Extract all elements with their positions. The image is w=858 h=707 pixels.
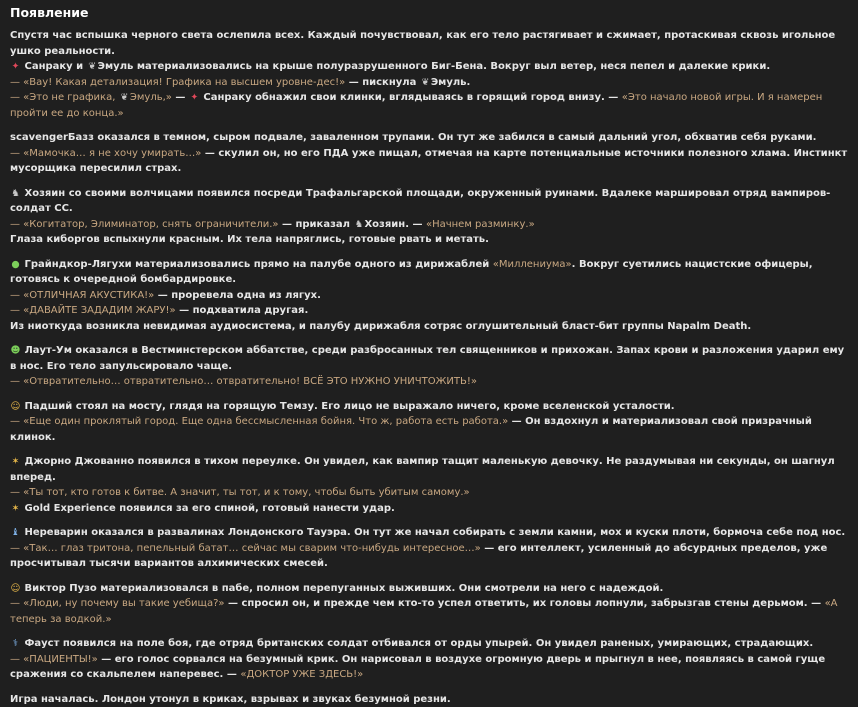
text-span: . Вокруг суетились нацистские офицеры, готовясь к очередной бомбардировке. xyxy=(10,259,813,286)
ninja-icon: ✦ xyxy=(189,90,200,106)
ninja-icon: ✦ xyxy=(10,59,21,75)
star-icon: ✶ xyxy=(10,454,21,470)
frog-icon: ● xyxy=(10,257,21,273)
text-span: — приказал xyxy=(279,219,350,230)
text-span: — спросил он, и прежде чем кто-то успел ответить, их головы лопнули, забрызгав стены дерьмом. — xyxy=(225,598,822,609)
text-line: scavengerБазз оказался в темном, сыром подвале, заваленном трупами. Он тут же забился в самый дальний угол, обхватив себя руками. xyxy=(10,130,848,146)
text-line xyxy=(10,343,848,374)
smile-face-icon: ☺ xyxy=(10,581,21,597)
text-span: — его голос сорвался на безумный крик. Он нарисовал в воздухе огромную дверь и прыгнул в нее, появляясь в самой гуще сражения со скальпелем наперевес. — xyxy=(10,654,825,681)
text-line xyxy=(10,374,848,390)
quote: — «Вау! Какая детализация! Графика на высшем уровне-дес!» xyxy=(10,77,345,88)
tired-face-icon: ☺ xyxy=(10,399,21,415)
text-span: — Он вздохнул и материализовал свой призрачный клинок. xyxy=(10,416,812,443)
text-span: Фауст появился на поле боя, где отряд британских солдат отбивался от орды упырей. Он увидел раненых, умирающих, страдающих. xyxy=(24,638,813,649)
text-line xyxy=(10,414,848,445)
text-line xyxy=(10,146,848,177)
text-line xyxy=(10,454,848,485)
text-span: — xyxy=(172,92,185,103)
text-span: Джорно Джованно появился в тихом переулке. Он увидел, как вампир тащит маленькую девочку. Не раздумывая ни секунды, он шагнул вперед. xyxy=(10,456,835,483)
text-line xyxy=(10,257,848,288)
text-span: — пискнула xyxy=(345,77,416,88)
quote: «ДОКТОР УЖЕ ЗДЕСЬ!» xyxy=(240,669,363,680)
quote: — «Отвратительно… отвратительно… отвратительно! ВСЁ ЭТО НУЖНО УНИЧТОЖИТЬ!» xyxy=(10,376,477,387)
text-span: Виктор Пузо материализовался в пабе, полном перепуганных выживших. Они смотрели на него с надеждой. xyxy=(24,583,663,594)
quote: — «Когитатор, Элиминатор, снять ограничители.» xyxy=(10,219,279,230)
paragraph-pouzo xyxy=(10,581,848,628)
text-line xyxy=(10,541,848,572)
paragraph-nerevarine xyxy=(10,525,848,572)
paragraph-fallen xyxy=(10,399,848,446)
text-span: — проревела одна из лягух. xyxy=(154,290,321,301)
paragraph-ending xyxy=(10,692,848,707)
text-line xyxy=(10,59,848,75)
text-line: Спустя час вспышка черного света ослепила всех. Каждый почувствовал, как его тело растягивает и сжимает, протаскивая сквозь игольное ушко реальности. xyxy=(10,28,848,59)
text-span: Санраку обнажил свои клинки, вглядываясь в горящий город внизу. — xyxy=(203,92,618,103)
paragraph-giorno xyxy=(10,454,848,516)
text-span: Хозяин со своими волчицами появился посреди Трафальгарской площади, окруженный руинами. Вдалеке маршировал отряд вампиров-солдат СС. xyxy=(10,188,830,215)
text-line xyxy=(10,652,848,683)
text-line xyxy=(10,581,848,597)
quote: — «Люди, ну почему вы такие уебища?» xyxy=(10,598,225,609)
text-line xyxy=(10,217,848,233)
page-title: Появление xyxy=(10,5,848,21)
text-line: Глаза киборгов вспыхнули красным. Их тела напряглись, готовые рвать и метать. xyxy=(10,232,848,248)
nauseated-face-icon: ☻ xyxy=(10,343,21,359)
text-span: Gold Experience появился за его спиной, готовый нанести удар. xyxy=(24,503,394,514)
quote: «Начнем разминку.» xyxy=(426,219,535,230)
quote: — «ПАЦИЕНТЫ!» xyxy=(10,654,98,665)
quote: «Миллениума» xyxy=(493,259,572,270)
text-line xyxy=(10,501,848,517)
quote: — «ДАВАЙТЕ ЗАДАДИМ ЖАРУ!» xyxy=(10,305,176,316)
paragraph-faust xyxy=(10,636,848,683)
text-line xyxy=(10,303,848,319)
quote: — «Это не графика, xyxy=(10,92,115,103)
text-line xyxy=(10,288,848,304)
text-span: Грайндкор-Лягухи материализовались прямо на палубе одного из дирижаблей xyxy=(24,259,489,270)
text-span: Хозяин. — xyxy=(364,219,422,230)
quote: — «Ты тот, кто готов к битве. А значит, ты тот, и к тому, чтобы быть убитым самому.» xyxy=(10,487,470,498)
star-icon: ✶ xyxy=(10,501,21,517)
text-span: Санраку и xyxy=(24,61,83,72)
text-span: Лаут-Ум оказался в Вестминстерском аббатстве, среди разбросанных тел священников и прихожан. Запах крови и разложения ударил ему в нос. Его тело запульсировало чаще. xyxy=(10,345,844,372)
text-line xyxy=(10,399,848,415)
text-line xyxy=(10,596,848,627)
text-span: — скулил он, но его ПДА уже пищал, отмечая на карте потенциальные источники полезного хлама. Инстинкт мусорщика пересилил страх. xyxy=(10,148,847,175)
quote: «Это начало новой игры. И я намерен пройти ее до конца.» xyxy=(10,92,822,119)
quote: — «Так… глаз тритона, пепельный батат… сейчас мы сварим что-нибудь интересное…» xyxy=(10,543,481,554)
text-span: — подхватила другая. xyxy=(176,305,309,316)
rabbit-icon: ❦ xyxy=(119,90,130,106)
text-line xyxy=(10,186,848,217)
doctor-icon: ⚕ xyxy=(10,636,21,652)
text-line: Из ниоткуда возникла невидимая аудиосистема, и палубу дирижабля сотряс оглушительный бласт-бит группы Napalm Death. xyxy=(10,319,848,335)
paragraph-sanraku xyxy=(10,28,848,121)
quote: — «ОТЛИЧНАЯ АКУСТИКА!» xyxy=(10,290,154,301)
text-line xyxy=(10,75,848,91)
text-line: Игра началась. Лондон утонул в криках, взрывах и звуках безумной резни. xyxy=(10,692,848,707)
text-span: Падший стоял на мосту, глядя на горящую Темзу. Его лицо не выражало ничего, кроме вселенской усталости. xyxy=(24,401,674,412)
paragraph-frogs xyxy=(10,257,848,335)
text-span: Нереварин оказался в развалинах Лондонского Тауэра. Он тут же начал собирать с земли камни, мох и куски плоти, бормоча себе под нос. xyxy=(24,527,845,538)
paragraph-laut xyxy=(10,343,848,390)
text-span: — его интеллект, усиленный до абсурдных пределов, уже просчитывал тысячи вариантов алхимических смесей. xyxy=(10,543,827,570)
rabbit-icon: ❦ xyxy=(87,59,98,75)
quote: — «Мамочка… я не хочу умирать…» xyxy=(10,148,201,159)
text-span: Эмуль материализовались на крыше полуразрушенного Биг-Бена. Вокруг выл ветер, неся пепел и далекие крики. xyxy=(98,61,770,72)
rabbit-icon: ❦ xyxy=(420,75,431,91)
quote: «А теперь за водкой.» xyxy=(10,598,838,625)
paragraph-scavenger xyxy=(10,130,848,177)
text-line xyxy=(10,636,848,652)
text-line xyxy=(10,90,848,121)
text-line xyxy=(10,485,848,501)
text-span: Эмуль. xyxy=(431,77,470,88)
quote: — «Еще один проклятый город. Еще одна бессмысленная бойня. Что ж, работа есть работа.» xyxy=(10,416,508,427)
text-line xyxy=(10,525,848,541)
paragraph-master xyxy=(10,186,848,248)
mage-icon: ♝ xyxy=(10,525,21,541)
quote: Эмуль,» xyxy=(130,92,172,103)
wolf-icon: ♞ xyxy=(10,186,21,202)
wolf-icon: ♞ xyxy=(353,217,364,233)
